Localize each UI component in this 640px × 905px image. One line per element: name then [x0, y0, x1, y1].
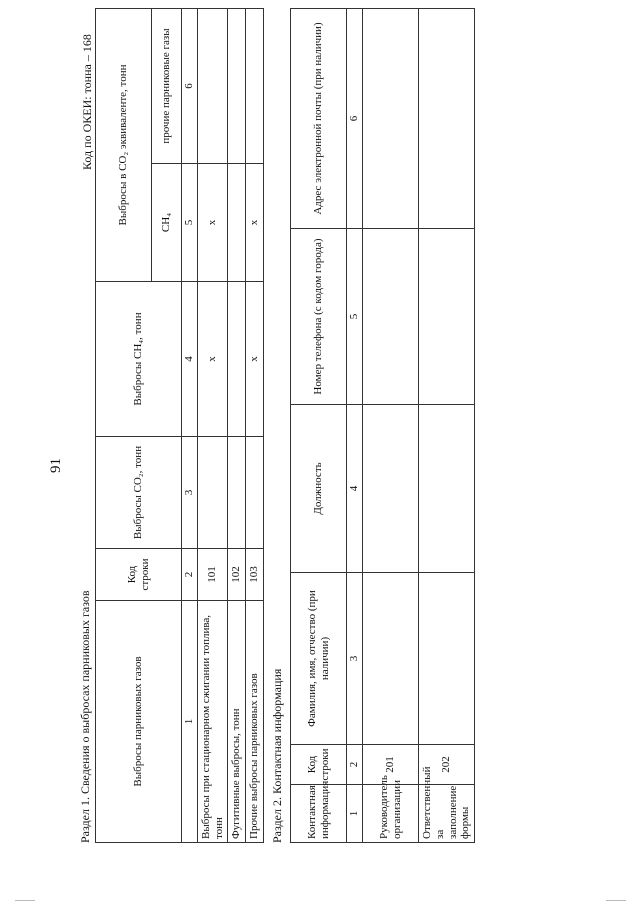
- table-row: [419, 9, 475, 843]
- column-number: 6: [347, 9, 363, 229]
- header-phone: Номер телефона (с кодом города): [291, 229, 347, 405]
- row-label: Прочие выбросы парниковых газов: [246, 601, 264, 843]
- ch4-eq-cell: x: [246, 164, 264, 282]
- email-cell[interactable]: [419, 9, 475, 229]
- column-number: 3: [347, 573, 363, 745]
- other-gases-cell[interactable]: [228, 9, 246, 164]
- header-row-code: Код строки: [291, 745, 347, 785]
- row-label: Фугитивные выбросы, тонн: [228, 601, 246, 843]
- header-full-name: Фамилия, имя, отчество (при наличии): [291, 573, 347, 745]
- header-position: Должность: [291, 405, 347, 573]
- full-name-cell[interactable]: [363, 573, 419, 745]
- position-cell[interactable]: [363, 405, 419, 573]
- ch4-eq-cell: x: [198, 164, 228, 282]
- co2-cell[interactable]: [198, 437, 228, 549]
- email-cell[interactable]: [363, 9, 419, 229]
- row-label: Выбросы при стационарном сжигании топлива, тонн: [198, 601, 228, 843]
- position-cell[interactable]: [419, 405, 475, 573]
- row-label: Руководитель организации: [363, 785, 419, 843]
- ch4-cell[interactable]: [228, 282, 246, 437]
- header-ch4: Выбросы CH₄, тонн: [96, 282, 182, 437]
- ch4-cell: x: [198, 282, 228, 437]
- ch4-eq-cell[interactable]: [228, 164, 246, 282]
- co2-cell[interactable]: [246, 437, 264, 549]
- scan-mark: [606, 900, 626, 901]
- full-name-cell[interactable]: [419, 573, 475, 745]
- column-number: 2: [182, 549, 198, 601]
- okei-code: Код по ОКЕИ: тонна – 168: [80, 34, 94, 170]
- column-number: 1: [347, 785, 363, 843]
- phone-cell[interactable]: [363, 229, 419, 405]
- column-number: 5: [347, 229, 363, 405]
- row-code: 201: [363, 745, 419, 785]
- contact-table: [290, 8, 475, 843]
- row-code: 102: [228, 549, 246, 601]
- row-label: Ответственный за заполнение формы: [419, 785, 475, 843]
- table-row: [228, 9, 246, 843]
- header-co2-equivalent: Выбросы в CO₂ эквиваленте, тонн: [96, 9, 152, 282]
- column-number: 4: [182, 282, 198, 437]
- co2-cell[interactable]: [228, 437, 246, 549]
- page-number: 91: [48, 458, 64, 473]
- header-other-gases: прочие парниковые газы: [152, 9, 182, 164]
- table-row: [246, 9, 264, 843]
- phone-cell[interactable]: [419, 229, 475, 405]
- table-row: [363, 9, 419, 843]
- row-code: 103: [246, 549, 264, 601]
- column-number: 2: [347, 745, 363, 785]
- other-gases-cell[interactable]: [198, 9, 228, 164]
- column-number: 6: [182, 9, 198, 164]
- section1-title: Раздел 1. Сведения о выбросах парниковых газов: [78, 590, 92, 843]
- column-number: 3: [182, 437, 198, 549]
- header-co2: Выбросы CO₂, тонн: [96, 437, 182, 549]
- header-ch4-eq: CH₄: [152, 164, 182, 282]
- column-number: 5: [182, 164, 198, 282]
- table-row: [198, 9, 228, 843]
- header-contact-info: Контактная информация: [291, 785, 347, 843]
- other-gases-cell[interactable]: [246, 9, 264, 164]
- column-number: 4: [347, 405, 363, 573]
- ch4-cell: x: [246, 282, 264, 437]
- header-email: Адрес электронной почты (при наличии): [291, 9, 347, 229]
- row-code: 101: [198, 549, 228, 601]
- emissions-table: [95, 8, 264, 843]
- column-number: 1: [182, 601, 198, 843]
- header-emissions: Выбросы парниковых газов: [96, 601, 182, 843]
- header-row-code: Код строки: [96, 549, 182, 601]
- scan-mark: [15, 900, 35, 901]
- row-code: 202: [419, 745, 475, 785]
- section2-title: Раздел 2. Контактная информация: [270, 668, 284, 843]
